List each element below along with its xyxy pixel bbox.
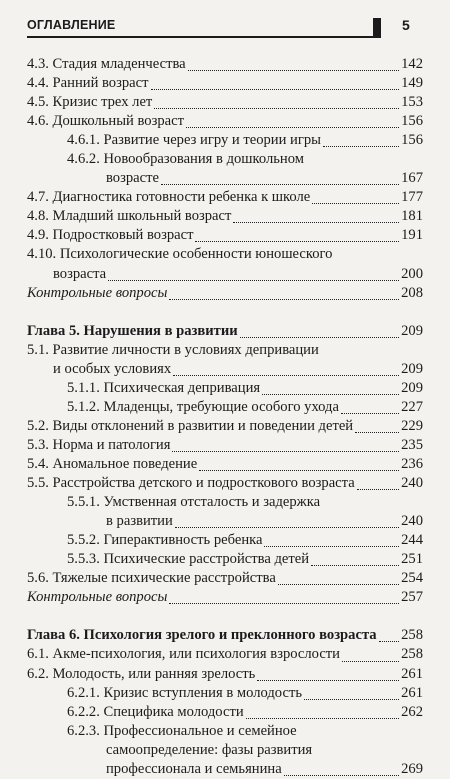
toc-entry [27,245,423,283]
page-number: 5 [402,17,410,33]
toc-entry-title: 5.5. Расстройства детского и подросткового возраста [27,475,355,492]
toc-entry [27,74,423,93]
toc-entry-title: 4.6.2. Новообразования в дошкольном [67,151,304,168]
toc-entry-title: 4.3. Стадия младенчества [27,56,186,72]
toc-page-number: 209 [401,360,423,377]
dot-leader [262,381,399,395]
dot-leader [304,685,399,699]
toc-page-number: 149 [401,75,423,92]
header-rule [27,36,373,38]
dot-leader [284,762,399,776]
toc-entry-title: 4.6. Дошкольный возраст [27,113,184,130]
toc-entry-title: Контрольные вопросы [27,284,168,301]
toc-page-number: 258 [401,627,423,644]
toc-page-number: 181 [401,208,423,225]
toc-page-number: 209 [401,322,423,339]
dot-leader [154,95,399,109]
toc-entry [27,112,423,131]
toc-entry-title: Глава 5. Нарушения в развитии [27,322,238,339]
dot-leader [342,647,399,661]
toc-page-number: 156 [401,113,423,130]
toc-entry [27,379,423,398]
toc-entry [27,131,423,150]
dot-leader [173,362,399,376]
toc-page-number: 156 [401,132,423,149]
toc-entry-title: 4.8. Младший школьный возраст [27,208,232,225]
toc-page-number: 142 [401,56,423,72]
dot-leader [169,590,399,604]
page-header [0,0,450,46]
toc-entry-title: 5.4. Аномальное поведение [27,455,198,472]
dot-leader [357,476,399,490]
toc-entry [27,150,423,188]
toc-page-number: 153 [401,94,423,111]
dot-leader [172,438,399,452]
toc-entry-title: 4.4. Ранний возраст [27,75,149,92]
toc-entry [27,398,423,417]
toc-page-number: 254 [401,570,423,587]
toc-entry-title: 5.5.1. Умственная отсталость и задержка [67,494,321,511]
dot-leader [311,552,399,566]
toc-entry-title: самоопределение: фазы развития [106,741,313,758]
toc-entry-title: 5.6. Тяжелые психические расстройства [27,570,276,587]
toc-review-questions [27,284,423,303]
toc-page-number: 261 [401,665,423,682]
toc-page-number: 257 [401,589,423,606]
toc-page-number: 177 [401,189,423,206]
toc-entry [27,569,423,588]
section-gap [27,303,423,322]
toc-page-number: 235 [401,436,423,453]
dot-leader [278,571,399,585]
toc-review-questions [27,588,423,607]
toc-entry-title: и особых условиях [53,360,172,377]
toc-entry-title: 5.5.2. Гиперактивность ребенка [67,532,263,549]
toc-entry [27,550,423,569]
toc-page-number: 209 [401,379,423,396]
dot-leader [312,190,399,204]
toc-page-number: 262 [401,703,423,720]
toc-chapter [27,626,423,645]
toc-page-number: 240 [401,475,423,492]
toc-entry-title: 6.2. Молодость, или ранняя зрелость [27,665,256,682]
running-title: ОГЛАВЛЕНИЕ [27,18,116,32]
dot-leader [195,228,399,242]
toc-entry-title: 6.2.1. Кризис вступления в молодость [67,684,302,701]
toc-entry-title: возрасте [106,170,159,187]
toc-page-number: 227 [401,398,423,415]
toc-page-number: 229 [401,417,423,434]
toc-entry-title: 4.7. Диагностика готовности ребенка к школе [27,189,311,206]
toc-entry-title: 5.3. Норма и патология [27,436,171,453]
toc-entry-title: 4.10. Психологические особенности юношеского [27,246,333,263]
toc-page-number: 240 [401,513,423,530]
toc-page-number: 261 [401,684,423,701]
toc-entry [27,474,423,493]
toc-entry [27,703,423,722]
toc-entry-title: возраста [53,265,107,282]
table-of-contents [27,55,423,779]
toc-chapter [27,322,423,341]
dot-leader [246,705,399,719]
toc-page-number: 200 [401,265,423,282]
dot-leader [108,266,399,280]
dot-leader [188,57,399,71]
dot-leader [186,114,399,128]
toc-entry [27,531,423,550]
toc-entry-title: 4.9. Подростковый возраст [27,227,194,244]
toc-entry-title: 5.2. Виды отклонений в развитии и поведении детей [27,417,354,434]
toc-entry-title: 4.5. Кризис трех лет [27,94,153,111]
toc-entry [27,226,423,245]
toc-page-number: 269 [401,760,423,777]
toc-page-number: 244 [401,532,423,549]
toc-page-number: 191 [401,227,423,244]
dot-leader [341,400,399,414]
toc-entry-title: 4.6.1. Развитие через игру и теории игры [67,132,321,149]
dot-leader [257,666,399,680]
toc-page-number: 208 [401,284,423,301]
toc-entry [27,207,423,226]
toc-entry [27,188,423,207]
toc-entry [27,436,423,455]
toc-entry-title: профессионала и семьянина [106,760,282,777]
dot-leader [240,324,399,338]
dot-leader [199,457,399,471]
toc-entry [27,341,423,379]
toc-entry-title: в развитии [106,513,173,530]
toc-entry [27,684,423,703]
dot-leader [264,533,399,547]
section-gap [27,607,423,626]
toc-entry [27,455,423,474]
header-bar-mark [373,18,381,38]
toc-entry-title: 5.5.3. Психические расстройства детей [67,551,310,568]
toc-entry-title: 5.1. Развитие личности в условиях депривации [27,341,319,358]
dot-leader [151,76,400,90]
toc-page-number: 167 [401,170,423,187]
toc-page-number: 251 [401,551,423,568]
toc-entry-title: 6.2.2. Специфика молодости [67,703,244,720]
toc-entry [27,722,423,779]
toc-page-number: 258 [401,646,423,663]
dot-leader [169,285,399,299]
toc-entry-title: Глава 6. Психология зрелого и преклонного возраста [27,627,377,644]
toc-entry [27,645,423,664]
dot-leader [161,171,399,185]
toc-entry [27,493,423,531]
dot-leader [355,419,399,433]
toc-entry-title: 5.1.2. Младенцы, требующие особого ухода [67,398,339,415]
toc-entry [27,665,423,684]
dot-leader [323,133,399,147]
toc-entry [27,93,423,112]
toc-entry-title: 6.1. Акме-психология, или психология взрослости [27,646,340,663]
dot-leader [175,514,399,528]
toc-entry-title: Контрольные вопросы [27,589,168,606]
toc-entry-title: 5.1.1. Психическая депривация [67,379,261,396]
toc-entry [27,55,423,74]
toc-entry-title: 6.2.3. Профессиональное и семейное [67,722,297,739]
dot-leader [233,209,399,223]
toc-entry [27,417,423,436]
dot-leader [379,628,400,642]
toc-page-number: 236 [401,455,423,472]
